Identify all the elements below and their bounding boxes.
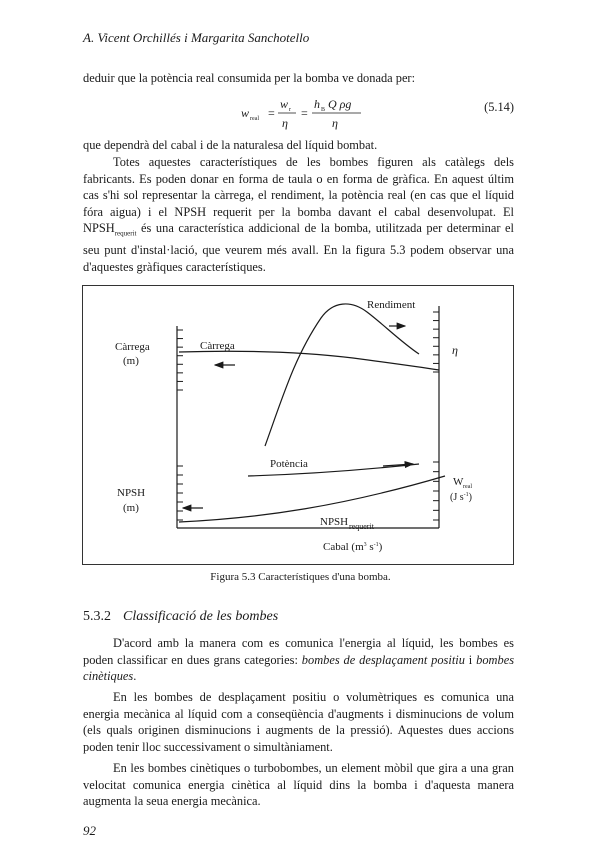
p1-text-a: Totes aquestes característiques de les bombes figuren als catàlegs dels fabricants. Es poden donar en forma de taula o en forma de gràfica. En aquest últim cas s'hi sol representar la càrrega, el rendiment, la potència real (en cas que el líquid fóra aigua) i el NPSH requerit per la bomba davant el cabal desenvolupat. El NPSH (83, 155, 514, 236)
figure-caption: Figura 5.3 Característiques d'una bomba. (210, 571, 391, 583)
label-potencia-series: Potència (270, 458, 308, 470)
p2-text: D'acord amb la manera com es comunica l'energia al líquid, les bombes es poden classificar en dues grans categories: (83, 636, 514, 667)
x-axis-label: Cabal ($m^3$ $s^{-1}$) (323, 541, 383, 553)
eq-frac1-den: η (282, 116, 288, 130)
right-lower-axis-unit: (J $s^{-1}$) (450, 492, 472, 503)
eq-lhs-sub: real (250, 116, 259, 122)
left-lower-axis-label: NPSH (117, 487, 146, 499)
figure-5-3 (82, 285, 514, 565)
left-axis-ticks (177, 330, 183, 520)
characteristics-chart (83, 286, 513, 564)
section-heading (83, 609, 278, 625)
p1-text-b: és una característica addicional de la bomba, utilitzada per determinar el seu punt d'instal·lació, que veurem més avall. En la figura 5.3 podem observar una d'aquestes gràfiques característiques. (83, 221, 514, 275)
equation-5-14 (83, 92, 514, 132)
paragraph-kinetic: En les bombes cinètiques o turbobombes, un element mòbil que gira a una gran velocitat comunica energia cinètica al líquid dins la bomba i d'aquesta manera augmenta la seua energia mecànica. (83, 761, 514, 809)
equation-formula (83, 92, 514, 132)
equation-number: (5.14) (484, 100, 514, 114)
intro-sentence: deduir que la potència real consumida per la bomba ve donada per: (83, 71, 416, 85)
p1-subscript: requerit (114, 229, 137, 238)
p2-conj: i (464, 652, 477, 667)
paragraph-characteristics (83, 154, 514, 276)
eq-lhs: w (241, 106, 250, 120)
eq-equals-1: = (268, 106, 275, 120)
right-upper-axis-label: η (452, 343, 458, 357)
eq-frac2-num-h: h (314, 97, 320, 111)
label-rendiment-series: Rendiment (367, 299, 416, 311)
label-npsh-series: NPSH (320, 516, 349, 528)
right-lower-axis-label: W (453, 476, 464, 488)
left-lower-axis-unit: (m) (123, 502, 139, 514)
page-number: 92 (83, 823, 96, 838)
running-header: A. Vicent Orchillés i Margarita Sanchotello (83, 30, 310, 45)
left-upper-axis-unit: (m) (123, 355, 139, 367)
p2-end: . (133, 669, 137, 684)
eq-frac2-num-rest: Q ρg (328, 97, 352, 111)
eq-frac1-num-sub: r (289, 107, 291, 113)
label-carrega-series: Càrrega (200, 340, 235, 352)
left-upper-axis-label: Càrrega (115, 341, 150, 353)
eq-equals-2: = (301, 106, 308, 120)
section-title: Classificació de les bombes (123, 609, 279, 624)
eq-frac2-den: η (332, 116, 338, 130)
label-npsh-sub: requerit (349, 522, 374, 531)
right-axis-ticks (433, 312, 439, 520)
series-npsh-curve (179, 476, 445, 522)
series-rendiment-curve (265, 304, 419, 446)
eq-frac2-num-sub: B (321, 107, 326, 113)
right-lower-axis-sub: real (463, 484, 472, 490)
paragraph-positive-displacement: En les bombes de desplaçament positiu o volumètriques es comunica una energia mecànica al líquid com a conseqüència d'augments i disminucions de volum (els quals originen disminucions i augments de la pressió). Aquestes dues accions poden tenir lloc successivament o simultàniament. (83, 690, 514, 754)
series-carrega-curve (179, 351, 439, 370)
eq-frac1-num: w (280, 97, 289, 111)
after-equation: que dependrà del cabal i de la naturalesa del líquid bombat. (83, 138, 378, 152)
p2-italic-positive-displacement: bombes de desplaçament positiu (301, 652, 465, 667)
paragraph-classification (83, 635, 514, 685)
section-number: 5.3.2 (83, 609, 111, 624)
p2-italic-kinetic: bombes cinètiques (83, 652, 515, 684)
